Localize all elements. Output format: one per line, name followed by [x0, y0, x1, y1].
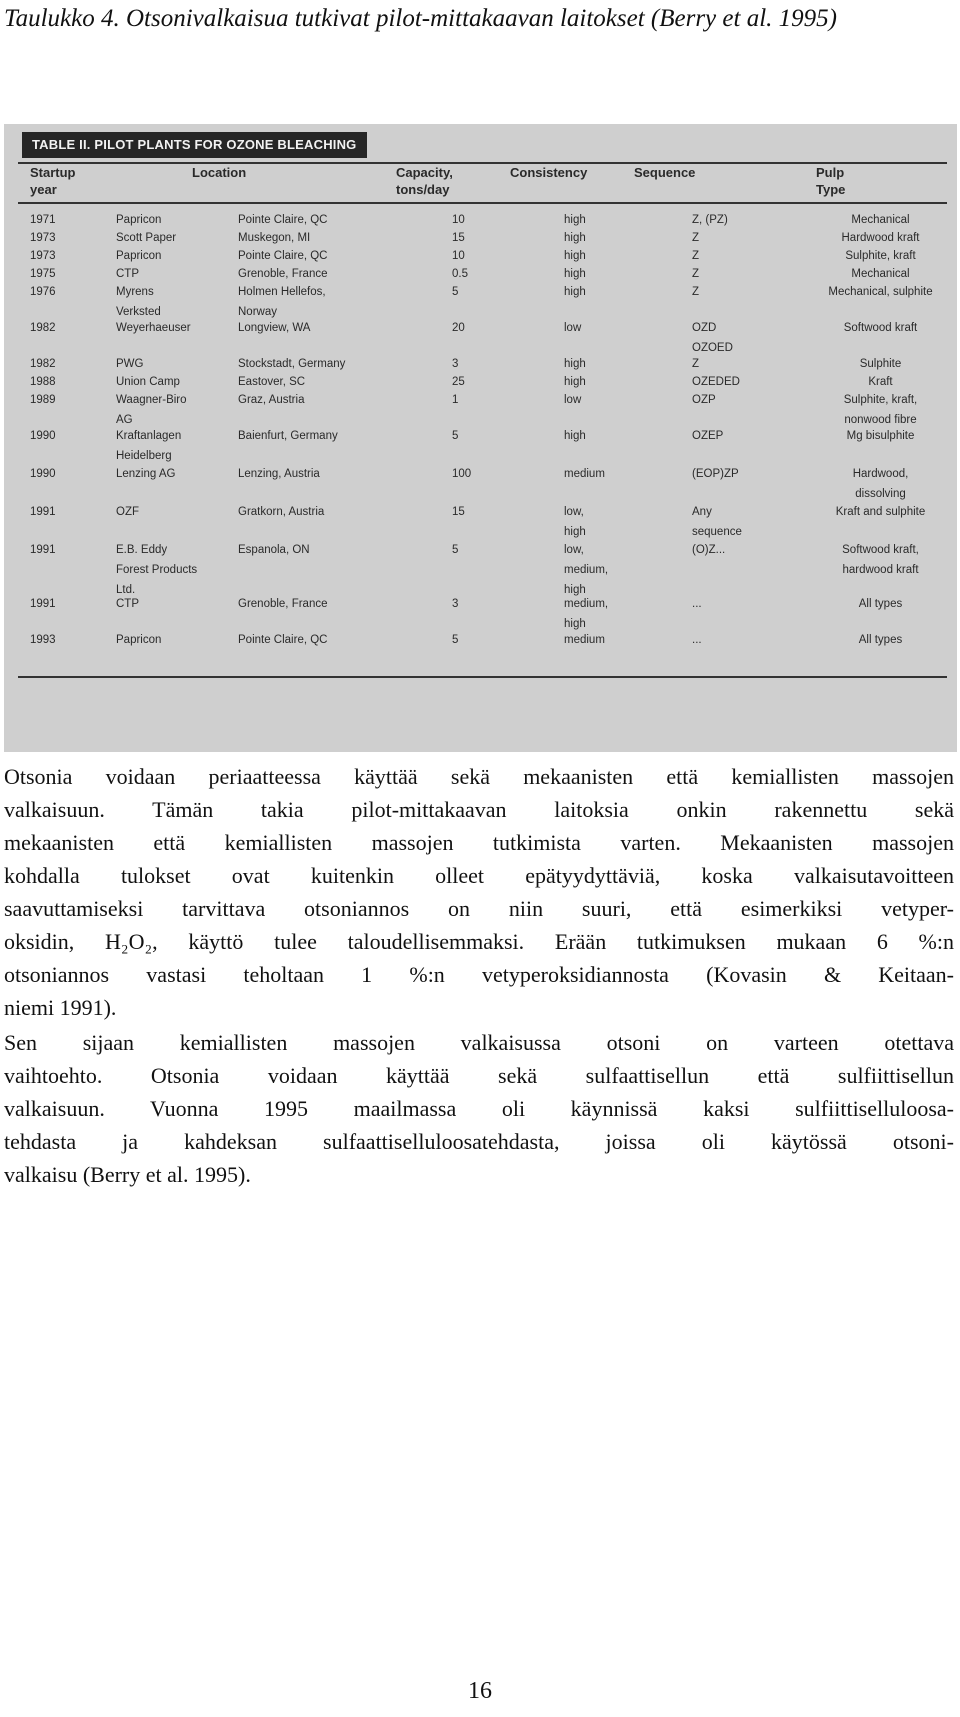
cell-sequence: Z, (PZ): [692, 214, 728, 226]
cell-company: Papricon: [116, 250, 162, 262]
paragraph-2: [4, 1026, 954, 1191]
cell-place: Eastover, SC: [238, 376, 306, 388]
cell-year: 1973: [30, 250, 56, 262]
cell-company: Waagner-Biro AG: [116, 394, 187, 426]
cell-year: 1990: [30, 430, 56, 442]
header-consistency: Consistency: [510, 165, 588, 180]
cell-place: Holmen Hellefos, Norway: [238, 286, 326, 318]
cell-company: Kraftanlagen Heidelberg: [116, 430, 182, 462]
cell-company: Myrens Verksted: [116, 286, 161, 318]
cell-capacity: 15: [452, 506, 465, 518]
cell-year: 1971: [30, 214, 56, 226]
header-capacity: Capacity, tons/day: [396, 165, 453, 197]
cell-year: 1991: [30, 506, 56, 518]
cell-pulp-type: Sulphite, kraft: [845, 250, 916, 262]
cell-year: 1973: [30, 232, 56, 244]
cell-place: Gratkorn, Austria: [238, 506, 325, 518]
cell-capacity: 100: [452, 468, 472, 480]
text-line: valkaisuun. Tämän takia pilot-mittakaavan laitoksia onkin rakennettu sekä: [4, 797, 954, 822]
cell-capacity: 5: [452, 544, 459, 556]
text-line: saavuttamiseksi tarvittava otsoniannos on niin suuri, että esimerkiksi vetyper-: [4, 896, 954, 921]
cell-year: 1982: [30, 358, 56, 370]
cell-year: 1975: [30, 268, 56, 280]
text-line: Otsonia voidaan periaatteessa käyttää sekä mekaanisten että kemiallisten massojen: [4, 764, 954, 789]
cell-capacity: 0.5: [452, 268, 468, 280]
cell-year: 1982: [30, 322, 56, 334]
cell-pulp-type: Mg bisulphite: [846, 430, 915, 442]
cell-year: 1990: [30, 468, 56, 480]
cell-consistency: high: [564, 214, 586, 226]
cell-year: 1989: [30, 394, 56, 406]
text-line: Sen sijaan kemiallisten massojen valkaisussa otsoni on varteen otettava: [4, 1030, 954, 1055]
cell-place: Stockstadt, Germany: [238, 358, 346, 370]
cell-company: Papricon: [116, 634, 162, 646]
text-line: kohdalla tulokset ovat kuitenkin olleet epätyydyttäviä, koska valkaisutavoitteen: [4, 863, 954, 888]
cell-place: Pointe Claire, QC: [238, 214, 328, 226]
cell-capacity: 25: [452, 376, 465, 388]
cell-pulp-type: All types: [858, 598, 903, 610]
cell-pulp-type: Sulphite, kraft, nonwood fibre: [843, 394, 918, 426]
header-pulp-type: Pulp Type: [816, 165, 846, 197]
cell-capacity: 10: [452, 250, 465, 262]
header-startup-year: Startup year: [30, 165, 76, 197]
cell-pulp-type: Kraft: [868, 376, 893, 388]
cell-consistency: high: [564, 430, 586, 442]
cell-sequence: OZEDED: [692, 376, 740, 388]
cell-sequence: Z: [692, 286, 700, 298]
cell-year: 1976: [30, 286, 56, 298]
cell-company: Union Camp: [116, 376, 180, 388]
table-top-rule: [18, 162, 947, 164]
cell-pulp-type: All types: [858, 634, 903, 646]
cell-pulp-type: Hardwood, dissolving: [852, 468, 909, 500]
cell-place: Graz, Austria: [238, 394, 305, 406]
cell-pulp-type: Hardwood kraft: [841, 232, 920, 244]
cell-sequence: Z: [692, 268, 700, 280]
cell-company: OZF: [116, 506, 139, 518]
header-sequence: Sequence: [634, 165, 696, 180]
cell-sequence: OZEP: [692, 430, 724, 442]
cell-place: Grenoble, France: [238, 268, 328, 280]
cell-capacity: 5: [452, 430, 459, 442]
cell-company: CTP: [116, 268, 139, 280]
text-line: mekaanisten että kemiallisten massojen tutkimista varten. Mekaanisten massojen: [4, 830, 954, 855]
cell-year: 1993: [30, 634, 56, 646]
text-line: oksidin, H₂O₂, käyttö tulee taloudellisemmaksi. Erään tutkimuksen mukaan 6 %:n: [4, 929, 954, 954]
cell-place: Muskegon, MI: [238, 232, 311, 244]
cell-pulp-type: Softwood kraft: [843, 322, 918, 334]
paragraph-1: [4, 760, 954, 1024]
cell-consistency: high: [564, 376, 586, 388]
cell-consistency: medium, high: [564, 598, 609, 630]
table-bottom-rule: [18, 676, 947, 678]
cell-capacity: 15: [452, 232, 465, 244]
cell-consistency: high: [564, 232, 586, 244]
cell-place: Baienfurt, Germany: [238, 430, 338, 442]
text-line: otsoniannos vastasi teholtaan 1 %:n vetyperoksidiannosta (Kovasin & Keitaan-: [4, 962, 954, 987]
text-line: tehdasta ja kahdeksan sulfaattiselluloosatehdasta, joissa oli käytössä otsoni-: [4, 1129, 954, 1154]
cell-place: Pointe Claire, QC: [238, 250, 328, 262]
table-header-rule: [18, 202, 947, 204]
text-line: valkaisu (Berry et al. 1995).: [4, 1162, 251, 1187]
cell-company: Scott Paper: [116, 232, 177, 244]
cell-company: CTP: [116, 598, 139, 610]
cell-capacity: 1: [452, 394, 459, 406]
cell-consistency: high: [564, 250, 586, 262]
cell-pulp-type: Softwood kraft, hardwood kraft: [842, 544, 919, 576]
cell-place: Grenoble, France: [238, 598, 328, 610]
cell-company: Weyerhaeuser: [116, 322, 191, 334]
cell-capacity: 5: [452, 634, 459, 646]
scanned-table-image: [4, 124, 957, 752]
cell-place: Espanola, ON: [238, 544, 310, 556]
cell-pulp-type: Mechanical, sulphite: [828, 286, 933, 298]
cell-consistency: medium: [564, 468, 605, 480]
cell-company: Lenzing AG: [116, 468, 176, 480]
cell-sequence: Z: [692, 232, 700, 244]
cell-sequence: ...: [692, 634, 702, 646]
cell-pulp-type: Sulphite: [859, 358, 902, 370]
cell-consistency: high: [564, 268, 586, 280]
cell-year: 1991: [30, 544, 56, 556]
text-line: valkaisuun. Vuonna 1995 maailmassa oli käynnissä kaksi sulfiittiselluloosa-: [4, 1096, 954, 1121]
cell-capacity: 3: [452, 598, 459, 610]
cell-pulp-type: Mechanical: [851, 268, 910, 280]
cell-capacity: 5: [452, 286, 459, 298]
cell-sequence: Z: [692, 358, 700, 370]
page-number: 16: [468, 1678, 492, 1704]
cell-year: 1991: [30, 598, 56, 610]
cell-sequence: Z: [692, 250, 700, 262]
cell-sequence: (O)Z...: [692, 544, 726, 556]
cell-place: Longview, WA: [238, 322, 311, 334]
table-caption: Taulukko 4. Otsonivalkaisua tutkivat pilot-mittakaavan laitokset (Berry et al. 1995): [4, 5, 837, 32]
cell-company: Papricon: [116, 214, 162, 226]
cell-sequence: (EOP)ZP: [692, 468, 739, 480]
cell-pulp-type: Kraft and sulphite: [835, 506, 926, 518]
cell-place: Pointe Claire, QC: [238, 634, 328, 646]
cell-consistency: low: [564, 322, 582, 334]
cell-company: PWG: [116, 358, 144, 370]
text-line: vaihtoehto. Otsonia voidaan käyttää sekä sulfaattisellun että sulfiittisellun: [4, 1063, 954, 1088]
cell-consistency: high: [564, 286, 586, 298]
cell-consistency: low, high: [564, 506, 586, 538]
cell-sequence: Any sequence: [692, 506, 742, 538]
scanned-table-title: TABLE II. PILOT PLANTS FOR OZONE BLEACHING: [22, 132, 367, 158]
cell-company: E.B. Eddy Forest Products Ltd.: [116, 544, 198, 596]
cell-consistency: low: [564, 394, 582, 406]
cell-sequence: OZD OZOED: [692, 322, 733, 354]
cell-year: 1988: [30, 376, 56, 388]
cell-capacity: 10: [452, 214, 465, 226]
cell-consistency: high: [564, 358, 586, 370]
cell-consistency: low, medium, high: [564, 544, 609, 596]
cell-place: Lenzing, Austria: [238, 468, 320, 480]
cell-consistency: medium: [564, 634, 605, 646]
cell-sequence: ...: [692, 598, 702, 610]
cell-pulp-type: Mechanical: [851, 214, 910, 226]
text-line: niemi 1991).: [4, 995, 117, 1020]
cell-capacity: 3: [452, 358, 459, 370]
cell-capacity: 20: [452, 322, 465, 334]
header-location: Location: [192, 165, 247, 180]
cell-sequence: OZP: [692, 394, 716, 406]
